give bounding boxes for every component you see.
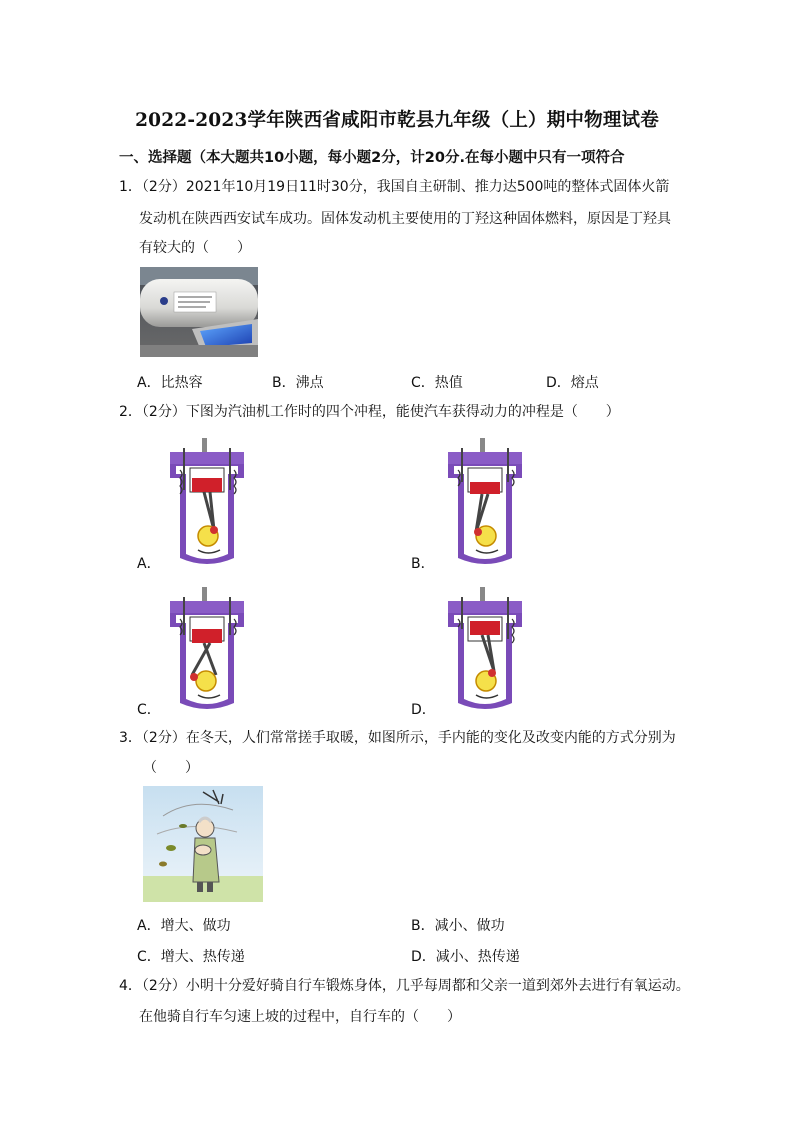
q1-option-c[interactable]: C．热值 [411, 375, 463, 391]
q4-line-2: 在他骑自行车匀速上坡的过程中，自行车的（ ） [139, 1009, 461, 1025]
engine-diagram-b [440, 438, 530, 564]
q1-line-2: 发动机在陕西西安试车成功。固体发动机主要使用的丁羟这种固体燃料，原因是丁羟具 [139, 211, 671, 227]
q1-line-1: 1．（2分）2021年10月19日11时30分，我国自主研制、推力达500吨的整体式固体火箭 [119, 179, 670, 195]
engine-diagram-c [162, 587, 252, 709]
q3-option-a[interactable]: A．增大、做功 [137, 918, 231, 934]
q1-line-3: 有较大的（ ） [139, 240, 251, 256]
q1-option-a[interactable]: A．比热容 [137, 375, 203, 391]
q2-option-a[interactable]: A． [137, 556, 161, 572]
q3-option-b[interactable]: B．减小、做功 [411, 918, 505, 934]
hand-rubbing-illustration [143, 786, 263, 902]
q3-option-d[interactable]: D．减小、热传递 [411, 949, 520, 965]
q2-option-c[interactable]: C． [137, 702, 161, 718]
q3-line-2: （ ） [143, 760, 199, 776]
q3-option-c[interactable]: C．增大、热传递 [137, 949, 245, 965]
q2-option-d[interactable]: D． [411, 702, 436, 718]
q2-option-b[interactable]: B． [411, 556, 435, 572]
q1-option-d[interactable]: D．熔点 [546, 375, 599, 391]
section-heading: 一、选择题（本大题共10小题，每小题2分，计20分.在每小题中只有一项符合 [119, 150, 625, 166]
engine-diagram-d [440, 587, 530, 709]
engine-diagram-a [162, 438, 252, 564]
q3-line-1: 3．（2分）在冬天，人们常常搓手取暖，如图所示，手内能的变化及改变内能的方式分别为 [119, 730, 676, 746]
q2-line-1: 2．（2分）下图为汽油机工作时的四个冲程，能使汽车获得动力的冲程是（ ） [119, 404, 620, 420]
q4-line-1: 4．（2分）小明十分爱好骑自行车锻炼身体，几乎每周都和父亲一道到郊外去进行有氧运动。 [119, 978, 690, 994]
q1-option-b[interactable]: B．沸点 [272, 375, 324, 391]
exam-title: 2022-2023学年陕西省咸阳市乾县九年级（上）期中物理试卷 [135, 110, 659, 131]
rocket-engine-photo [140, 267, 258, 357]
